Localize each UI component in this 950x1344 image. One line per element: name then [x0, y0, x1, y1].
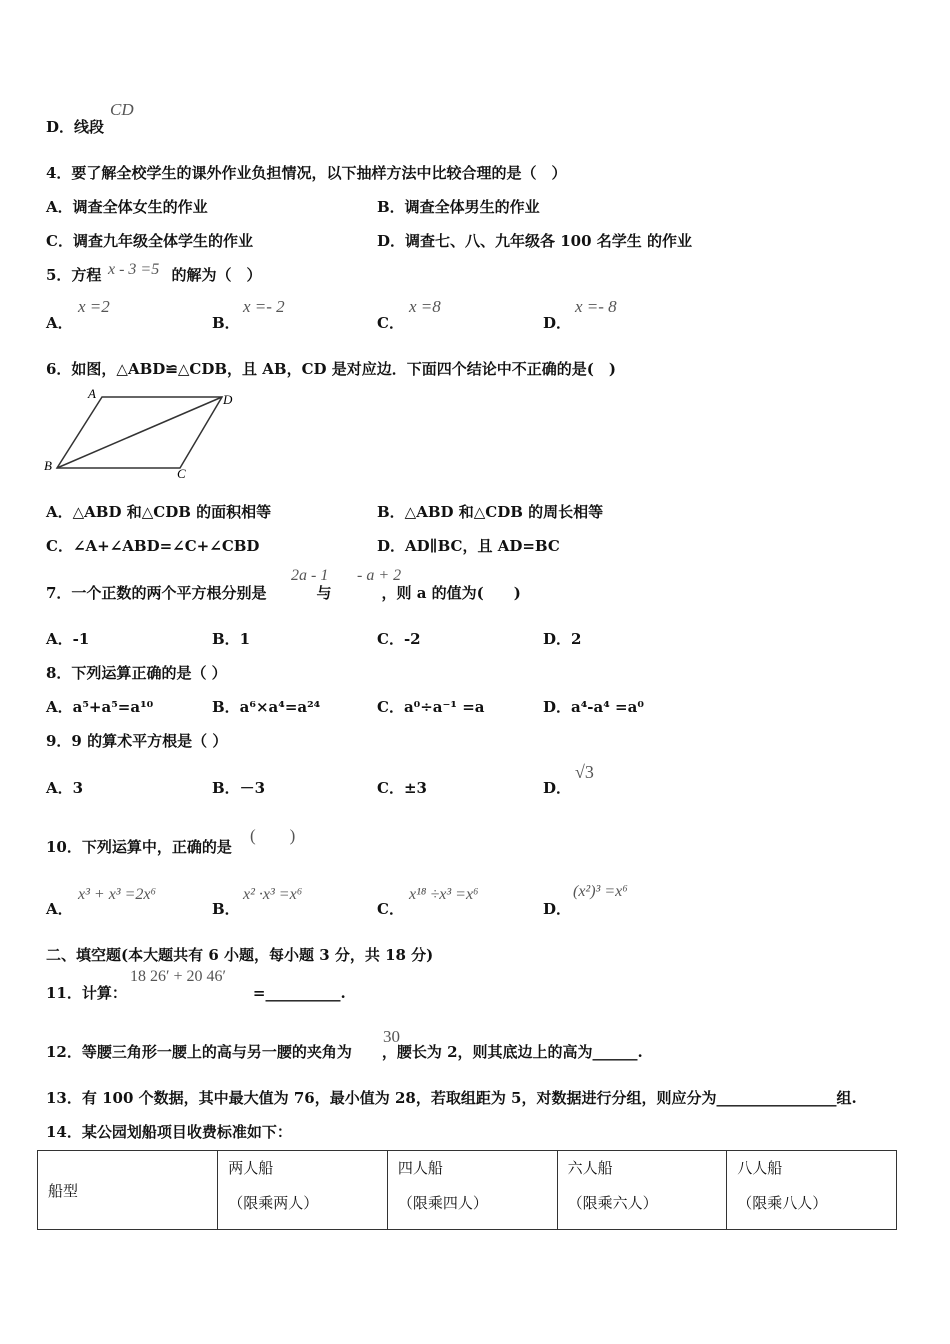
q5-option-a-math: x =2 — [78, 297, 110, 316]
q3-option-d-label: D．线段 — [46, 118, 105, 136]
q6-option-c: C．∠A+∠ABD=∠C+∠CBD — [46, 537, 260, 555]
q10-option-c-label: C． — [377, 900, 404, 918]
q5-option-b-math: x =- 2 — [243, 297, 285, 316]
q5-option-c-label: C． — [377, 314, 404, 332]
table-header-cell — [38, 1151, 218, 1230]
q6-parallelogram-figure — [42, 385, 252, 480]
q7-math-2: - a + 2 — [357, 567, 402, 584]
section-2-heading: 二、填空题(本大题共有 6 小题，每小题 3 分，共 18 分) — [46, 946, 434, 964]
q6-stem: 6．如图，△ABD≌△CDB，且 AB，CD 是对应边．下面四个结论中不正确的是( ) — [46, 360, 616, 378]
q13-stem: 13．有 100 个数据，其中最大值为 76，最小值为 28，若取组距为 5，对数据进行分组，则应分为________________组. — [46, 1089, 857, 1107]
q12-post: ，腰长为 2，则其底边上的高为______. — [381, 1043, 643, 1061]
q6-option-d: D．AD∥BC，且 AD=BC — [377, 537, 560, 555]
table-cell — [387, 1151, 557, 1230]
boat-col-4-note: （限乘八人） — [737, 1194, 828, 1212]
table-cell — [218, 1151, 388, 1230]
q5-stem-math: x - 3 =5 — [108, 261, 160, 278]
q12-stem — [46, 1041, 643, 1062]
q7-math-1: 2a - 1 — [291, 567, 329, 584]
boat-col-4-name: 八人船 — [737, 1159, 783, 1177]
boat-col-3-note: （限乘六人） — [567, 1194, 658, 1212]
q11-post: =__________. — [252, 984, 346, 1002]
q5-option-d-label: D． — [543, 314, 572, 332]
q10-stem: 10．下列运算中，正确的是 — [46, 838, 232, 856]
q5-option-b-label: B． — [212, 314, 240, 332]
q4-option-a: A．调查全体女生的作业 — [46, 198, 208, 216]
q10-option-b-label: B． — [212, 900, 240, 918]
q4-option-d: D．调查七、八、九年级各 100 名学生 的作业 — [377, 232, 692, 250]
q9-option-a: A．3 — [46, 779, 84, 797]
vertex-b-label: B — [44, 458, 52, 473]
q6-option-a: A．△ABD 和△CDB 的面积相等 — [46, 503, 272, 521]
q8-option-d: D．a⁴-a⁴ =a⁰ — [543, 698, 644, 716]
boat-col-3-name: 六人船 — [567, 1159, 613, 1177]
q5-option-d-math: x =- 8 — [575, 297, 617, 316]
q7-stem-post: ，则 a 的值为( ) — [381, 584, 521, 602]
q7-option-d: D．2 — [543, 630, 582, 648]
q10-option-c-math: x¹⁸ ÷x³ =x⁶ — [409, 886, 479, 903]
q3-option-d — [46, 116, 104, 137]
q11-math: 18 26′ + 20 46′ — [130, 968, 227, 985]
q8-stem: 8．下列运算正确的是（ ） — [46, 664, 227, 682]
q12-pre: 12．等腰三角形一腰上的高与另一腰的夹角为 — [46, 1043, 352, 1061]
boat-col-2-name: 四人船 — [397, 1159, 443, 1177]
q8-option-b: B．a⁶×a⁴=a²⁴ — [212, 698, 321, 716]
q4-option-c: C．调查九年级全体学生的作业 — [46, 232, 253, 250]
q7-stem-mid: 与 — [316, 584, 332, 602]
q4-option-b: B．调查全体男生的作业 — [377, 198, 540, 216]
vertex-c-label: C — [177, 466, 186, 480]
q9-option-c: C．±3 — [377, 779, 427, 797]
diagonal-bd — [57, 397, 222, 468]
q9-option-d-label: D． — [543, 779, 572, 797]
q10-option-b-math: x² ·x³ =x⁶ — [243, 886, 303, 903]
table-row — [38, 1151, 897, 1230]
q6-option-b: B．△ABD 和△CDB 的周长相等 — [377, 503, 604, 521]
q10-paren: ( ) — [250, 826, 296, 845]
q5-option-a-label: A． — [46, 314, 73, 332]
q9-option-b: B．－3 — [212, 779, 266, 797]
boat-fee-table — [37, 1150, 897, 1230]
q9-stem: 9．9 的算术平方根是（ ） — [46, 732, 228, 750]
vertex-a-label: A — [88, 386, 96, 401]
q8-option-a: A．a⁵+a⁵=a¹⁰ — [46, 698, 154, 716]
q5-option-c-math: x =8 — [409, 297, 441, 316]
q10-option-a-math: x³ + x³ =2x⁶ — [78, 886, 157, 903]
q4-stem: 4．要了解全校学生的课外作业负担情况，以下抽样方法中比较合理的是（ ） — [46, 164, 567, 182]
boat-type-header: 船型 — [48, 1181, 79, 1200]
q14-stem: 14．某公园划船项目收费标准如下： — [46, 1123, 292, 1141]
q7-stem — [46, 582, 521, 603]
q10-option-d-math: (x²)³ =x⁶ — [573, 883, 628, 900]
q7-stem-pre: 7．一个正数的两个平方根分别是 — [46, 584, 267, 602]
q10-option-d-label: D． — [543, 900, 572, 918]
boat-col-1-note: （限乘两人） — [228, 1194, 319, 1212]
q7-option-a: A．-1 — [46, 630, 90, 648]
q8-option-c: C．a⁰÷a⁻¹ =a — [377, 698, 485, 716]
boat-col-1-name: 两人船 — [228, 1159, 274, 1177]
table-cell — [557, 1151, 727, 1230]
q5-stem-pre: 5．方程 — [46, 266, 102, 284]
table-cell — [727, 1151, 897, 1230]
boat-col-2-note: （限乘四人） — [397, 1194, 488, 1212]
q9-option-d-math: √3 — [575, 762, 594, 782]
q3-option-d-math: CD — [110, 100, 134, 119]
q12-math: 30 — [383, 1027, 400, 1046]
q11-pre: 11．计算： — [46, 984, 127, 1002]
vertex-d-label: D — [223, 392, 233, 407]
q7-option-c: C．-2 — [377, 630, 421, 648]
q5-stem-post: 的解为（ ） — [171, 266, 262, 284]
q7-option-b: B．1 — [212, 630, 251, 648]
q10-option-a-label: A． — [46, 900, 73, 918]
